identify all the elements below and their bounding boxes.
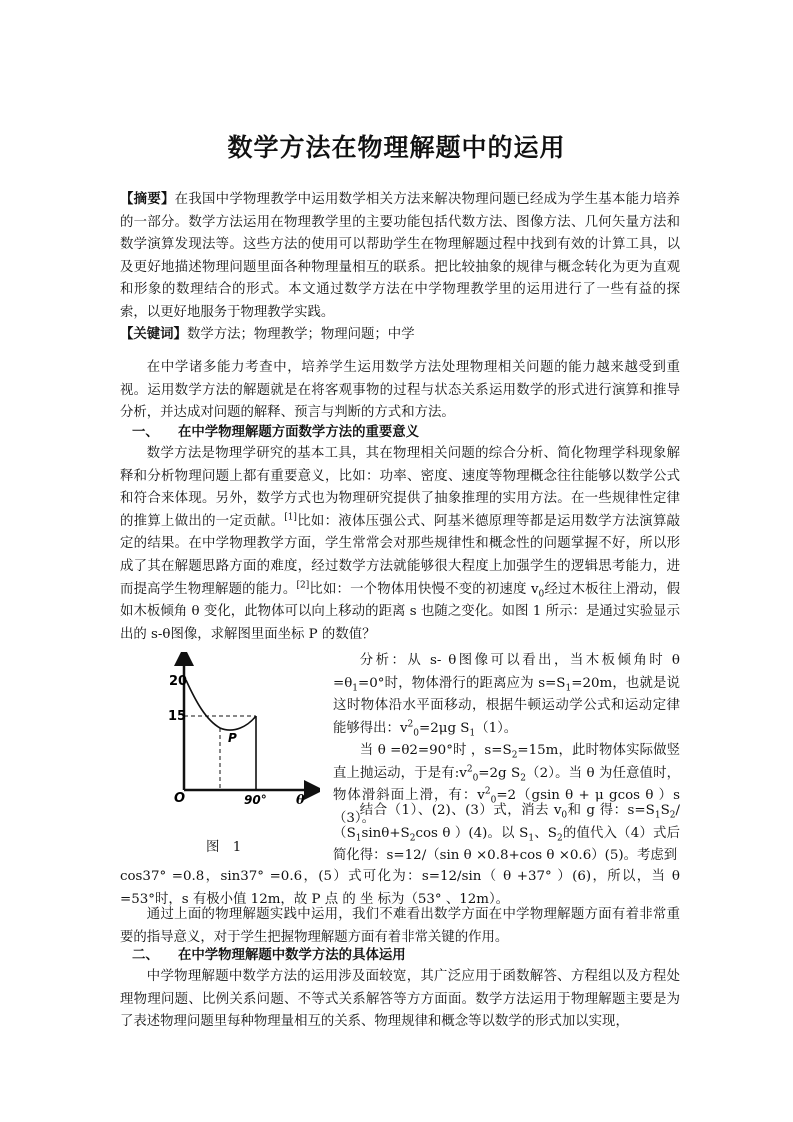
y-label-15: 15 — [168, 709, 187, 724]
figure-1-graph — [160, 652, 320, 812]
figure-caption: 图 1 — [206, 840, 242, 855]
analysis-paragraph-3: 结合（1）、(2)、(3）式，消去 $v_0$和 g 得：$s=S_1S_2/(S_1\sin\theta+S_2\cos$ θ ）(4)。以 $S_1$、$S_2$的值代入（4）式后简化得：s=12/（sin θ ×0.8+cos θ ×0.6）(5)。考虑到 — [333, 803, 680, 864]
keywords-label: 【关键词】 — [120, 326, 187, 342]
section1-paragraph: 数学方法是物理学研究的基本工具，其在物理相关问题的综合分析、简化物理学科现象解释和分析物理问题上都有重要意义，比如：功率、密度、速度等物理概念往往能够以数学公式和符合来体现。另外，数学方式也为物理研究提供了抽象推理的实用方法。在一些规律性定律的推算上做出的一定贡献。[1]比如：液体压强公式、阿基米德原理等都是运用数学方法演算敲定的结果。在中学物理教学方面，学生常常会对那些规律性和概念性的问题掌握不好，所以形成了其在解题思路方面的难度，经过数学方法就能够很大程度上加强学生的逻辑思考能力，进而提高学生物理解题的能力。[2]比如：一个物体用快慢不变的初速度 $v_0$经过木板往上滑动，假如木板倾角 θ 变化，此物体可以向上移动的距离 s 也随之变化。如图 1 所示：是通过实验显示出的 s-θ图像，求解图里面坐标 P 的数值？ — [120, 446, 681, 642]
citation-1: [1] — [284, 512, 297, 523]
section2-paragraph: 中学物理解题中数学方法的运用涉及面较宽，其广泛应用于函数解答、方程组以及方程处理物理问题、比例关系问题、不等式关系解答等方方面面。数学方法运用于物理解题主要是为了表述物理问题里每种物理量相互的关系、物理规律和概念等以数学的形式加以实现， — [120, 969, 680, 1030]
x-axis-theta-label: θ — [296, 793, 305, 808]
section1-heading — [132, 421, 419, 444]
section1-number: 一、 — [132, 424, 159, 440]
section2-heading — [132, 944, 406, 967]
page-title: 数学方法在物理解题中的运用 — [227, 133, 566, 162]
analysis-paragraph-4: cos37° =0.8，sin37° =0.6，(5）式可化为：s=12/sin（ θ +37° ）(6)，所以，当 θ =53°时，s 有极小值 12m，故 P 点 的 坐 标为（53° 、12m）。 — [120, 869, 680, 907]
s-theta-curve — [186, 680, 256, 730]
abstract-label: 【摘要】 — [120, 191, 175, 207]
intro-paragraph: 在中学诸多能力考查中，培养学生运用数学方法处理物理相关问题的能力越来越受到重视。运用数学方法的解题就是在将客观事物的过程与状态关系运用数学的形式进行演算和推导分析，并达成对问题的解释、预言与判断的方式和方法。 — [120, 360, 680, 421]
abstract — [120, 188, 680, 325]
abstract-text: 在我国中学物理教学中运用数学相关方法来解决物理问题已经成为学生基本能力培养的一部分。数学方法运用在物理教学里的主要功能包括代数方法、图像方法、几何矢量方法和数学演算发现法等。这些方法的使用可以帮助学生在物理解题过程中找到有效的计算工具，以及更好地描述物理问题里面各种物理量相互的联系。把比较抽象的规律与概念转化为更为直观和形象的数理结合的形式。本文通过数学方法在中学物理教学里的运用进行了一些有益的探索，以更好地服务于物理教学实践。 — [120, 192, 681, 320]
conclusion-paragraph: 通过上面的物理解题实践中运用，我们不难看出数学方面在中学物理解题方面有着非常重要的指导意义，对于学生把握物理解题方面有着非常关键的作用。 — [120, 907, 680, 945]
keywords-text: 数学方法；物理教学；物理问题；中学 — [186, 327, 415, 342]
section2-title: 在中学物理解题中数学方法的具体运用 — [178, 947, 406, 963]
citation-2: [2] — [296, 580, 310, 591]
point-p-label: P — [228, 731, 237, 745]
section2-number: 二、 — [132, 947, 159, 963]
section1-title: 在中学物理解题方面数学方法的重要意义 — [178, 424, 420, 440]
keywords — [120, 323, 680, 347]
analysis-paragraph-2: 当 θ =θ2=90°时 ，$s=S_2=15m$，此时物体实际做竖直上抛运动，于是有$:v^2_0=2g$ $S_2(2)$。当 θ 为任意值时，物体滑斜面上滑，有：$v^2_0=2(gsin$ θ + μ gcos θ ）s （3）。 — [333, 743, 680, 826]
y-label-20: 20 — [169, 674, 188, 689]
analysis-paragraph-1: 分析：从 s- θ图像可以看出，当木板倾角时 $\theta =\theta_1=0^\circ$时，物体滑行的距离应为 $s=S_1=20m$，也就是说这时物体沿水平面移动，根据牛顿运动学公式和运动定律能够得出：$v^2_0=2\mu g$ $S_1(1)$。 — [333, 653, 680, 739]
x-label-90: 90° — [244, 793, 267, 807]
origin-label: O — [174, 791, 186, 806]
